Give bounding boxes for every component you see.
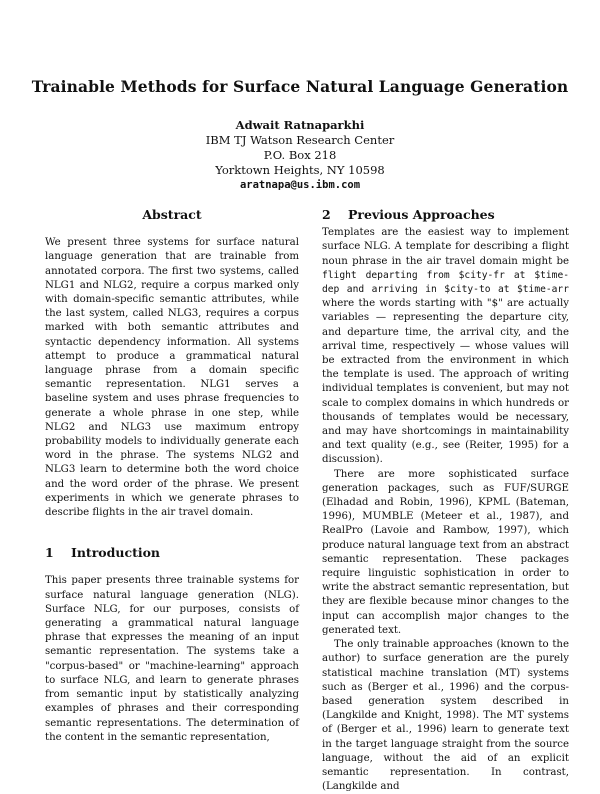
section2-heading [322,208,569,222]
paper-title: Trainable Methods for Surface Natural Language Generation [31,77,569,96]
author-address-line1: P.O. Box 218 [263,148,337,162]
section2-paragraph-3: The only trainable approaches (known to the author) to surface generation are the purely statistical machine translation (MT) systems such as (Berger et al., 1996) and the corpus-based generation system described in (Langkilde and Knight, 1998). The MT systems of (Berger et al., 1996) learn to generate text in the target language straight from the source language, without the aid of an explicit semantic representation. In contrast, (Langkilde and [322,639,569,793]
author-email: aratnapa@us.ibm.com [239,179,361,191]
left-column [45,208,299,745]
author-affiliation: IBM TJ Watson Research Center [205,133,395,147]
author-name: Adwait Ratnaparkhi [235,118,365,132]
section2-paragraph-2: There are more sophisticated surface generation packages, such as FUF/SURGE (Elhadad and Robin, 1996), KPML (Bateman, 1996), MUMBLE (Meteer et al., 1987), and RealPro (Lavoie and Rambow, 1997), which produce natural language text from an abstract semantic representation. These packages require linguistic sophistication in order to write the abstract semantic representation, but they are flexible because minor changes to the input can accomplish major changes to the generated text. [322,468,569,636]
section2-paragraph-1 [322,226,569,467]
section2-p1-text-a: Templates are the easiest way to implement surface NLG. A template for describing a flight noun phrase in the air travel domain might be [322,227,569,267]
right-column [322,208,569,794]
section1-text: This paper presents three trainable systems for surface natural language generation (NLG). Surface NLG, for our purposes, consists of generating a grammatical natural language phrase that expresses the meaning of an input semantic representation. The systems take a "corpus-based" or "machine-learning" approach to surface NLG, and learn to generate phrases from semantic input by statistically analyzing examples of phrases and their corresponding semantic representations. The determination of the content in the semantic representation, [45,575,299,743]
section2-title: Previous Approaches [348,207,495,222]
author-address-line2: Yorktown Heights, NY 10598 [215,163,385,177]
author-block [0,118,600,193]
template-example-code: flight departing from $city-fr at $time-dep and arriving in $city-to at $time-arr [322,269,569,296]
section1-title: Introduction [71,545,161,561]
section1-number: 1 [45,545,54,561]
section2-p1-text-b: where the words starting with "$" are actually variables — representing the departure city, and departure time, the arrival city, and the arrival time, respectively — whose values will be extracted from the environment in which the template is used. The approach of writing individual templates is convenient, but may not scale to complex domains in which hundreds or thousands of templates would be necessary, and may have shortcomings in maintainability and text quality (e.g., see (Reiter, 1995) for a discussion). [322,298,569,466]
abstract-heading: Abstract [142,207,202,222]
abstract-text: We present three systems for surface natural language generation that are trainable from annotated corpora. The first two systems, called NLG1 and NLG2, require a corpus marked only with domain-specific semantic attributes, while the last system, called NLG3, requires a corpus marked with both semantic attributes and syntactic dependency information. All systems attempt to produce a grammatical natural language phrase from a domain specific semantic representation. NLG1 serves a baseline system and uses phrase frequencies to generate a whole phrase in one step, while NLG2 and NLG3 use maximum entropy probability models to individually generate each word in the phrase. The systems NLG2 and NLG3 learn to determine both the word choice and the word order of the phrase. We present experiments in which we generate phrases to describe flights in the air travel domain. [45,237,299,519]
section1-heading [45,546,299,560]
section2-number: 2 [322,207,331,222]
